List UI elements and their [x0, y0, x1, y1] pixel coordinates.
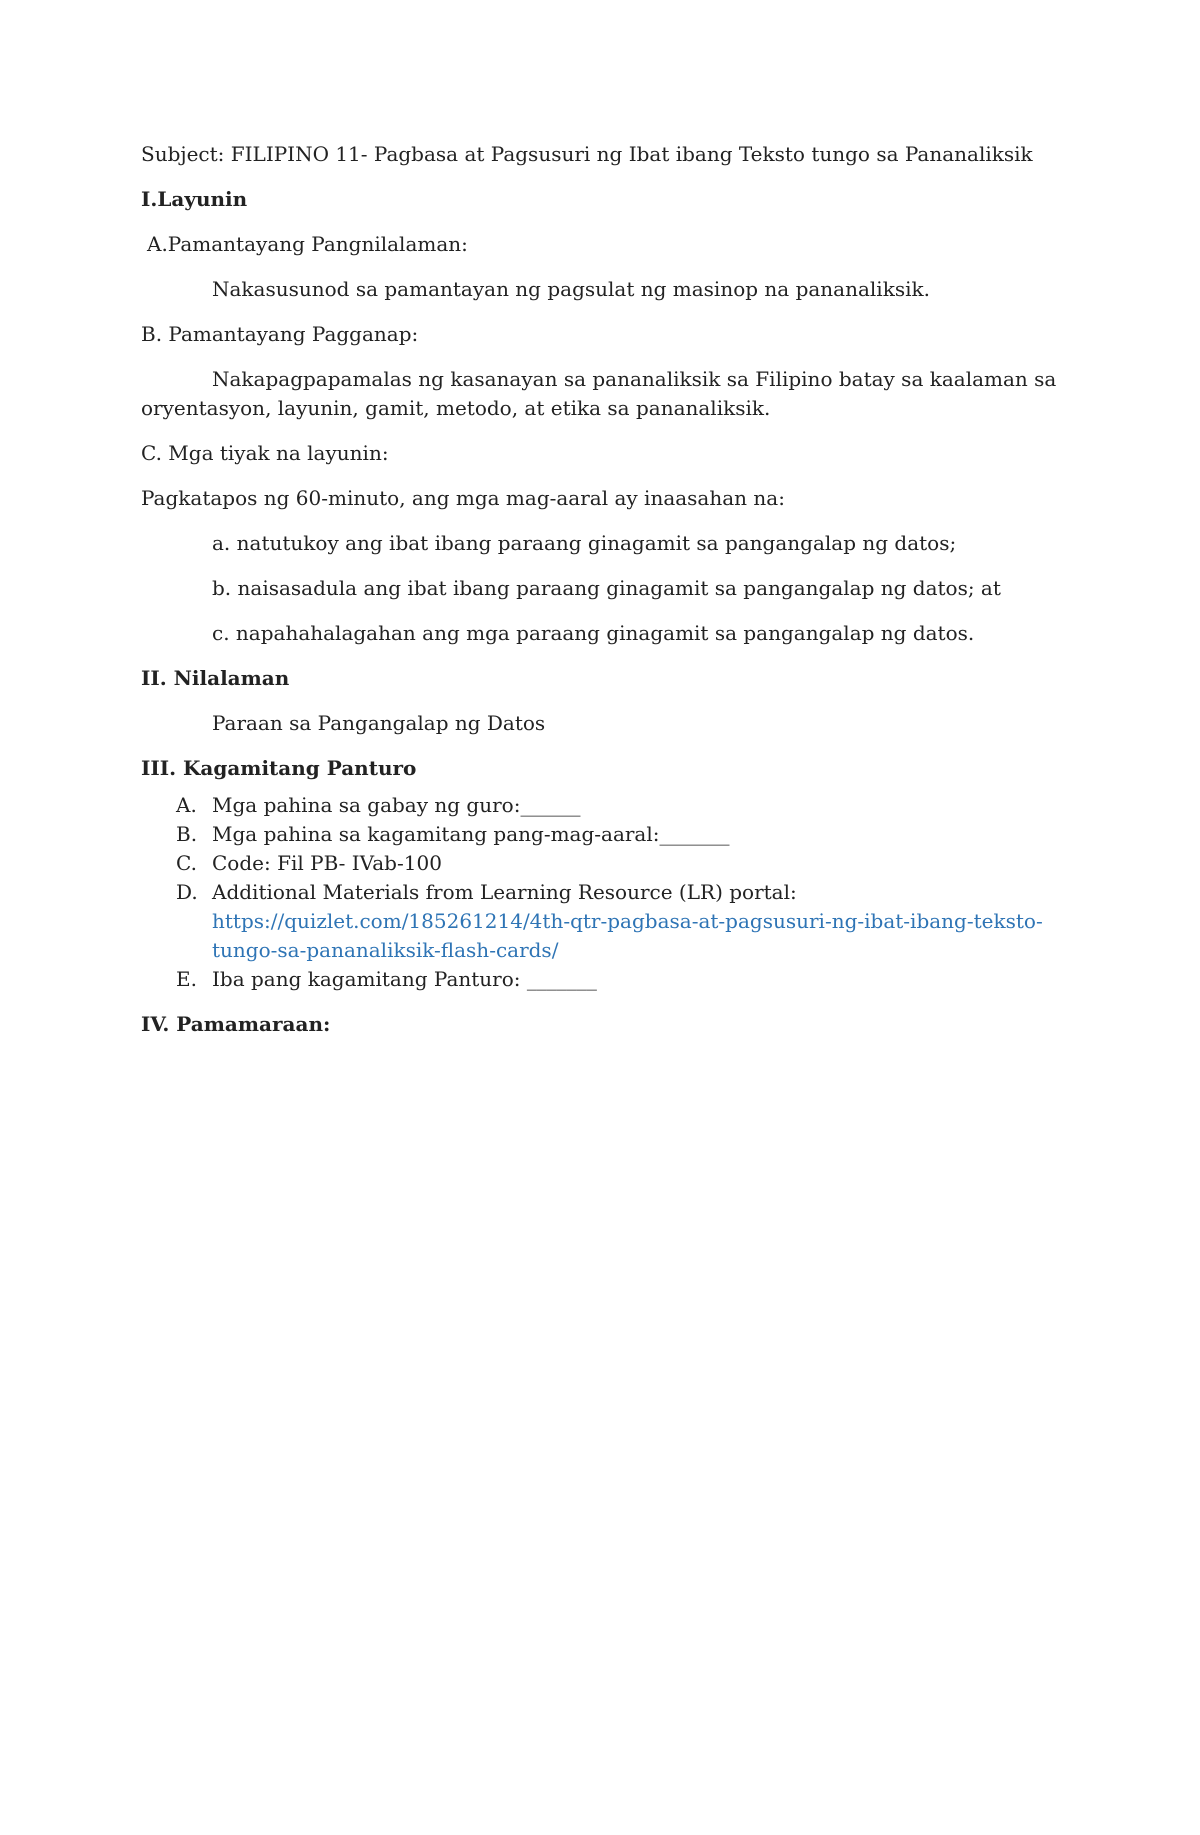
- list-item: [141, 878, 1061, 965]
- text-nilalaman: Paraan sa Pangangalap ng Datos: [212, 711, 546, 735]
- materials-list: [141, 791, 1061, 994]
- objective-item-c: c. napahahalagahan ang mga paraang ginagamit sa pangangalap ng datos.: [212, 621, 975, 645]
- list-marker: B.: [176, 822, 198, 846]
- list-item-text: Mga pahina sa gabay ng guro:______: [212, 793, 581, 817]
- heading-pamamaraan: IV. Pamamaraan:: [141, 1012, 331, 1036]
- list-item: [141, 849, 1061, 878]
- heading-kagamitang-panturo: III. Kagamitang Panturo: [141, 756, 417, 780]
- list-item: [141, 965, 1061, 994]
- document-body: [141, 140, 1061, 1055]
- list-marker: D.: [176, 880, 198, 904]
- quizlet-link[interactable]: https://quizlet.com/185261214/4th-qtr-pagbasa-at-pagsusuri-ng-ibat-ibang-teksto-tungo-sa-pananaliksik-flash-cards/: [212, 909, 1043, 962]
- list-item: [141, 820, 1061, 849]
- heading-layunin: I.Layunin: [141, 187, 248, 211]
- objective-item-b: b. naisasadula ang ibat ibang paraang ginagamit sa pangangalap ng datos; at: [212, 576, 1001, 600]
- text-pamantayang-pagganap: Nakapagpapamalas ng kasanayan sa pananaliksik sa Filipino batay sa kaalaman sa oryentasyon, layunin, gamit, metodo, at etika sa pananaliksik.: [141, 367, 1057, 420]
- list-item: [141, 791, 1061, 820]
- list-marker: A.: [176, 793, 197, 817]
- list-item-text: Iba pang kagamitang Panturo: _______: [212, 967, 597, 991]
- text-objectives-intro: Pagkatapos ng 60-minuto, ang mga mag-aaral ay inaasahan na:: [141, 486, 785, 510]
- list-marker: E.: [176, 967, 197, 991]
- label-tiyak-na-layunin: C. Mga tiyak na layunin:: [141, 441, 389, 465]
- subject-line: Subject: FILIPINO 11- Pagbasa at Pagsusuri ng Ibat ibang Teksto tungo sa Pananaliksik: [141, 142, 1033, 166]
- heading-nilalaman: II. Nilalaman: [141, 666, 290, 690]
- text-pamantayang-pangnilalaman: Nakasusunod sa pamantayan ng pagsulat ng masinop na pananaliksik.: [212, 277, 930, 301]
- list-item-text: Code: Fil PB- IVab-100: [212, 851, 442, 875]
- list-marker: C.: [176, 851, 197, 875]
- label-pamantayang-pagganap: B. Pamantayang Pagganap:: [141, 322, 419, 346]
- label-pamantayang-pangnilalaman: A.Pamantayang Pangnilalaman:: [147, 232, 468, 256]
- list-item-text: Mga pahina sa kagamitang pang-mag-aaral:_______: [212, 822, 730, 846]
- objective-item-a: a. natutukoy ang ibat ibang paraang ginagamit sa pangangalap ng datos;: [212, 531, 957, 555]
- list-item-text: Additional Materials from Learning Resource (LR) portal:: [212, 880, 797, 904]
